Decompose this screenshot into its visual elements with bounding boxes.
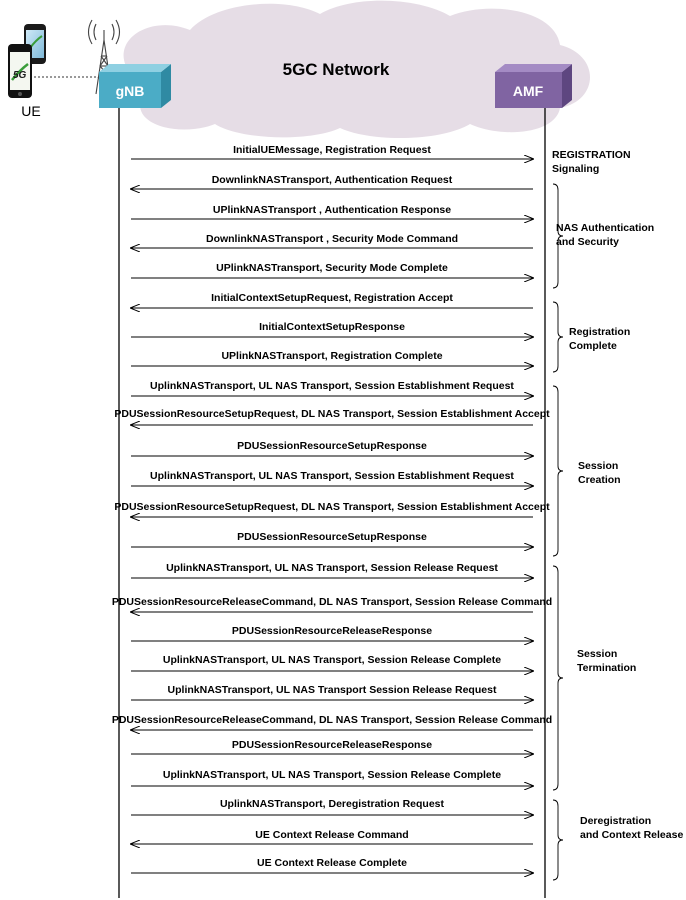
message	[131, 798, 533, 815]
phase-label: Session	[577, 648, 618, 660]
message	[131, 654, 533, 671]
phase-label: Termination	[577, 662, 637, 674]
phase	[553, 184, 654, 288]
phase-label: Deregistration	[580, 815, 652, 827]
message	[131, 440, 533, 456]
ue-badge: 5G	[13, 70, 27, 81]
phase-label: REGISTRATION	[552, 149, 631, 161]
ue-label: UE	[21, 103, 41, 119]
message	[131, 857, 533, 873]
amf-node	[495, 64, 572, 108]
message-label: PDUSessionResourceReleaseResponse	[231, 739, 433, 751]
message-label: UPlinkNASTransport, Registration Complete	[221, 350, 443, 362]
phase-bracket	[553, 566, 563, 790]
message	[131, 684, 533, 700]
phase-label: NAS Authentication	[556, 222, 655, 234]
message	[131, 204, 533, 219]
message-label: PDUSessionResourceReleaseCommand, DL NAS Transport, Session Release Command	[111, 596, 553, 608]
phase-label: Complete	[569, 340, 617, 352]
phase-bracket	[553, 302, 563, 372]
message-label: UE Context Release Complete	[257, 857, 407, 869]
messages	[112, 144, 552, 873]
message-label: UplinkNASTransport, UL NAS Transport, Session Release Complete	[162, 654, 502, 666]
message-label: InitialContextSetupRequest, Registration Accept	[211, 292, 453, 304]
message	[114, 408, 550, 425]
message-label: UPlinkNASTransport, Security Mode Complete	[216, 262, 448, 274]
phase	[552, 149, 631, 175]
message-label: PDUSessionResourceSetupRequest, DL NAS Transport, Session Establishment Accept	[114, 408, 550, 420]
message	[131, 531, 533, 547]
message-label: UplinkNASTransport, UL NAS Transport, Session Establishment Request	[150, 380, 514, 392]
message	[131, 262, 533, 278]
phase	[553, 566, 636, 790]
phase-label: Creation	[578, 474, 621, 486]
phase	[553, 800, 683, 880]
message	[131, 321, 533, 337]
phase-bracket	[553, 386, 563, 556]
message-label: UplinkNASTransport, UL NAS Transport, Session Release Request	[166, 562, 498, 574]
phase	[553, 386, 621, 556]
phase-label: and Security	[556, 236, 620, 248]
message-label: PDUSessionResourceSetupRequest, DL NAS Transport, Session Establishment Accept	[114, 501, 550, 513]
phase-label: Session	[578, 460, 619, 472]
phase	[553, 302, 630, 372]
phase-brackets	[552, 149, 683, 880]
gnb-label: gNB	[115, 83, 145, 99]
phone-front-icon	[8, 44, 32, 98]
message-label: InitialUEMessage, Registration Request	[233, 144, 431, 156]
message-label: PDUSessionResourceReleaseResponse	[231, 625, 433, 637]
message-label: PDUSessionResourceSetupResponse	[237, 440, 427, 452]
message-label: PDUSessionResourceReleaseCommand, DL NAS Transport, Session Release Command	[111, 714, 553, 726]
message-label: DownlinkNASTransport , Security Mode Command	[205, 233, 459, 245]
gnb-node	[99, 64, 171, 108]
message	[112, 596, 552, 612]
message	[131, 233, 533, 248]
message-label: UE Context Release Command	[255, 829, 409, 841]
phase-label: Signaling	[552, 163, 600, 175]
message	[131, 562, 533, 578]
phase-bracket	[553, 800, 563, 880]
message	[131, 380, 533, 396]
message	[114, 501, 550, 517]
message	[131, 470, 533, 486]
network-title: 5GC Network	[282, 60, 390, 79]
message-label: UplinkNASTransport, UL NAS Transport Session Release Request	[167, 684, 497, 696]
ue-phones	[8, 24, 46, 119]
message	[131, 829, 533, 844]
message-label: UplinkNASTransport, Deregistration Request	[219, 798, 445, 810]
amf-label: AMF	[512, 83, 544, 99]
message	[112, 714, 552, 730]
message-label: InitialContextSetupResponse	[259, 321, 405, 333]
message	[131, 625, 533, 641]
message	[131, 292, 533, 308]
message	[131, 144, 533, 159]
phase-label: Registration	[569, 326, 631, 338]
message	[131, 739, 533, 754]
message	[131, 350, 533, 366]
message	[131, 174, 533, 189]
message-label: DownlinkNASTransport, Authentication Request	[211, 174, 453, 186]
message-label: PDUSessionResourceSetupResponse	[237, 531, 427, 543]
message	[131, 769, 533, 786]
phase-label: and Context Release	[580, 829, 684, 841]
message-label: UplinkNASTransport, UL NAS Transport, Session Establishment Request	[150, 470, 514, 482]
message-label: UPlinkNASTransport , Authentication Response	[212, 204, 452, 216]
message-label: UplinkNASTransport, UL NAS Transport, Session Release Complete	[162, 769, 502, 781]
